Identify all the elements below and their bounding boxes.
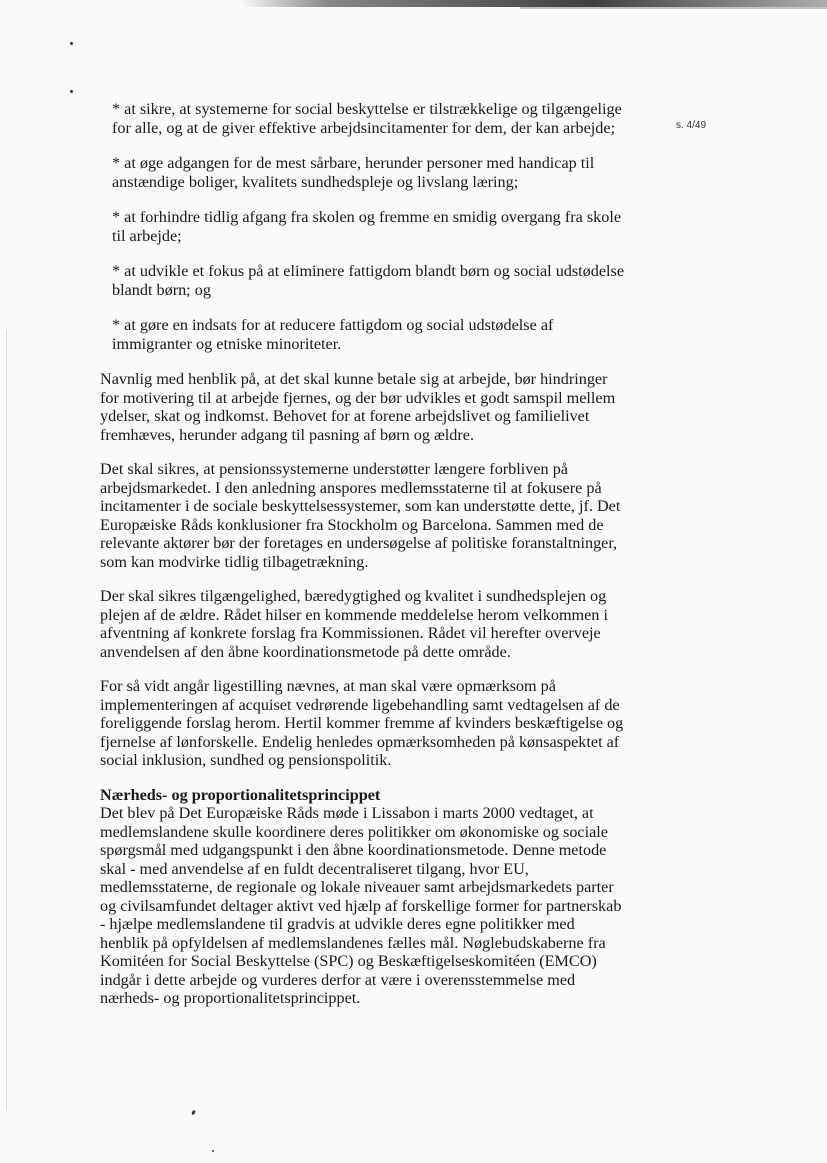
scan-edge-top <box>240 0 827 7</box>
paragraph: Der skal sikres tilgængelighed, bæredygtighed og kvalitet i sundhedsplejen og plejen af de ældre. Rådet hilser en kommende meddelelse herom velkommen i afventning af konkrete forslag fra Kommissionen. Rådet vil herefter overveje anvendelsen af den åbne koordinationsmetode på dette område. <box>100 587 608 661</box>
scan-speck <box>70 42 73 45</box>
paragraph: For så vidt angår ligestilling nævnes, at man skal være opmærksom på implementeringen af acquiset vedrørende ligebehandling samt vedtagelsen af de foreliggende forslag herom. Hertil kommer fremme af kvinders beskæftigelse og fjernelse af lønforskelle. Endelig henledes opmærksomheden på kønsaspektet af social inklusion, sundhed og pensionspolitik. <box>100 677 624 769</box>
scan-speck <box>70 90 73 93</box>
paragraph: Navnlig med henblik på, at det skal kunne betale sig at arbejde, bør hindringer for motivering til at arbejde fjernes, og der bør udvikles et godt samspil mellem ydelser, skat og indkomst. Behovet for at forene arbejdslivet og familielivet fremhæves, herunder adgang til pasning af børn og ældre. <box>100 370 616 444</box>
page-number: s. 4/49 <box>676 120 707 131</box>
scan-speck <box>191 1110 196 1116</box>
bullet-item: * at udvikle et fokus på at eliminere fattigdom blandt børn og social udstødelse blandt børn; og <box>112 262 625 299</box>
section-paragraph: Det blev på Det Europæiske Råds møde i Lissabon i marts 2000 vedtaget, at medlemslandene skulle koordinere deres politikker om økonomiske og sociale spørgsmål med udgangspunkt i den åbne koordinationsmetode. Denne metode skal - med anvendelse af en fuldt decentraliseret tilgang, hvor EU, medlemsstaterne, de regionale og lokale niveauer samt arbejdsmarkedets parter og civilsamfundet deltager aktivt ved hjælp af forskellige former for partnerskab - hjælpe medlemslandene til gradvis at udvikle deres egne politikker med henblik på opfyldelsen af medlemslandenes fælles mål. Nøglebudskaberne fra Komitéen for Social Beskyttelse (SPC) og Beskæftigelseskomitéen (EMCO) indgår i dette arbejde og vurderes derfor at være i overensstemmelse med nærheds- og proportionalitetsprincippet. <box>100 804 622 1007</box>
bullet-item: * at forhindre tidlig afgang fra skolen og fremme en smidig overgang fra skole til arbejde; <box>112 208 622 245</box>
scan-edge-top-thin <box>520 7 827 9</box>
bullet-item: * at sikre, at systemerne for social beskyttelse er tilstrækkelige og tilgængelige for alle, og at de giver effektive arbejdsincitamenter for dem, der kan arbejde; <box>112 100 622 137</box>
document-body <box>100 100 625 1024</box>
bullet-item: * at gøre en indsats for at reducere fattigdom og social udstødelse af immigranter og etniske minoriteter. <box>112 316 554 353</box>
scan-speck <box>212 1150 214 1152</box>
section-heading: Nærheds- og proportionalitetsprincippet <box>100 785 381 804</box>
scan-edge-left <box>6 330 7 1110</box>
paragraph: Det skal sikres, at pensionssystemerne understøtter længere forbliven på arbejdsmarkedet. I den anledning anspores medlemsstaterne til at fokusere på incitamenter i de sociale beskyttelsessystemer, som kan understøtte dette, jf. Det Europæiske Råds konklusioner fra Stockholm og Barcelona. Sammen med de relevante aktører bør der foretages en undersøgelse af politiske foranstaltninger, som kan modvirke tidlig tilbagetrækning. <box>100 460 621 571</box>
bullet-item: * at øge adgangen for de mest sårbare, herunder personer med handicap til anstændige boliger, kvalitets sundhedspleje og livslang læring; <box>112 154 595 191</box>
